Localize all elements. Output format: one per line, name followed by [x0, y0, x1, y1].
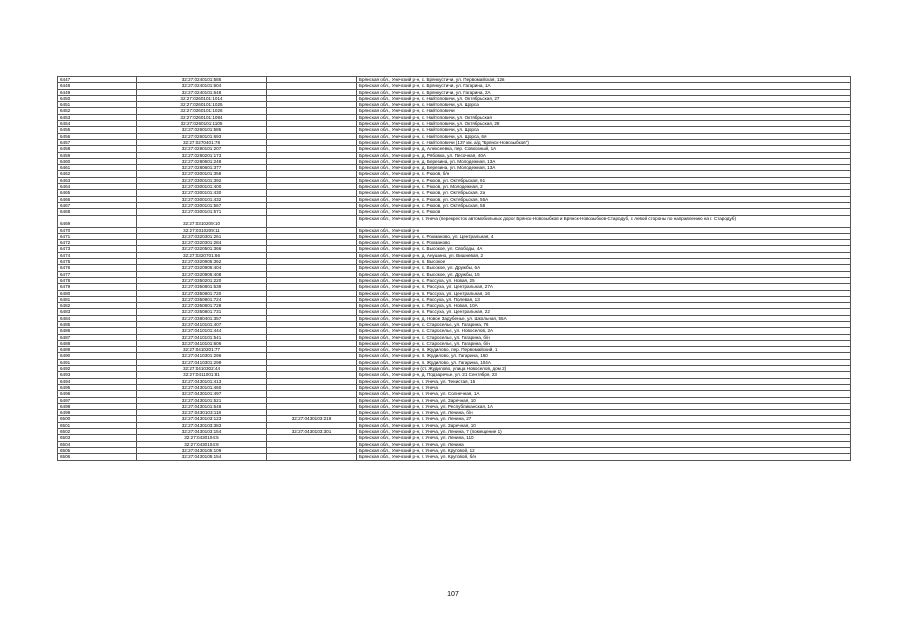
address-cell: Брянская обл., Унечский р-н, с. Найтоповичи (137 км. а/д "Брянск-Новозыбков"): [357, 139, 851, 145]
cadastral-number-cell: 32:27:0260101:1025: [137, 102, 267, 108]
cadastral-number-cell: 32:27:0320301:261: [137, 233, 267, 239]
row-number-cell: 6505: [58, 447, 137, 453]
row-number-cell: 6470: [58, 227, 137, 233]
address-cell: Брянская обл., Унечский р-н, г. Унеча, ул. Республиканская, 1А: [357, 403, 851, 409]
row-number-cell: 6490: [58, 353, 137, 359]
cadastral-number-cell: 32:27:0300101:400: [137, 184, 267, 190]
cadastral-number-cell: 32:27:0430103:154: [137, 429, 267, 435]
address-cell: Брянская обл., Унечский р-н, г. Унеча, ул. Ленина, б/н: [357, 410, 851, 416]
address-cell: Брянская обл., Унечский р-н, п. Рассуха, ул. Центральная, 22: [357, 309, 851, 315]
address-cell: Брянская обл., Унечский р-н, с. Рюхов, ул. Октябрьская, 55А: [357, 196, 851, 202]
address-cell: Брянская обл., Унечский р-н, с. Высокое, ул. Свободы, 4А: [357, 246, 851, 252]
address-cell: Брянская обл., Унечский р-н, г. Унеча, ул. Заречная, 10: [357, 397, 851, 403]
row-number-cell: 6489: [58, 347, 137, 353]
cadastral-number-cell: 32:27:0320905:408: [137, 271, 267, 277]
cadastral-number-cell: 32:27:0350801:728: [137, 303, 267, 309]
address-cell: Брянская обл., Унечский р-н, г. Унеча, ул. Ленина: [357, 441, 851, 447]
cadastral-number-cell: 32:27:0350801:731: [137, 309, 267, 315]
cadastral-number-cell: 32:27:0300101:571: [137, 209, 267, 215]
row-number-cell: 6496: [58, 391, 137, 397]
row-number-cell: 6476: [58, 265, 137, 271]
row-number-cell: 6465: [58, 190, 137, 196]
cadastral-number-cell: 32:27:0430105:109: [137, 447, 267, 453]
address-cell: Брянская обл., Унечский р-н, д. Подзаречье, ул. 21 Сентября, 23: [357, 372, 851, 378]
cadastral-number-cell: 32:27:0240101:585: [137, 77, 267, 83]
address-cell: Брянская обл., Унечский р-н, г. Унеча, ул. Солнечная, 1А: [357, 391, 851, 397]
row-number-cell: 6485: [58, 321, 137, 327]
address-cell: Брянская обл., Унечский р-н, п. Жудилово, ул. Гагарина, 104А: [357, 359, 851, 365]
cadastral-number-cell: 32:27:0430104:5: [137, 435, 267, 441]
row-number-cell: 6450: [58, 95, 137, 101]
row-number-cell: 6501: [58, 422, 137, 428]
cadastral-number-cell: 32:27:0430104:8: [137, 441, 267, 447]
cadastral-number-cell: 32:27:0280601:377: [137, 165, 267, 171]
cadastral-number-cell: 32:27:0280601:248: [137, 158, 267, 164]
address-cell: Брянская обл., Унечский р-н, г. Унеча, ул. Заречная, 10: [357, 422, 851, 428]
row-number-cell: 6493: [58, 372, 137, 378]
row-number-cell: 6486: [58, 328, 137, 334]
row-number-cell: 6502: [58, 429, 137, 435]
address-cell: Брянская обл., Унечский р-н, с. Рюхов, ул. Октябрьская, 61: [357, 177, 851, 183]
cadastral-number-cell: 32:27:0300101:358: [137, 171, 267, 177]
cadastral-number-cell: 32:27:0260101:1014: [137, 95, 267, 101]
cadastral-number-cell: 32:27:0240101:648: [137, 89, 267, 95]
table-row: [58, 215, 851, 227]
row-number-cell: 6491: [58, 359, 137, 365]
address-cell: Брянская обл., Унечский р-н, с. Рюхов, ул. Молодежная, 2: [357, 184, 851, 190]
row-number-cell: 6484: [58, 315, 137, 321]
cadastral-number-cell: 32:27:0320905:404: [137, 265, 267, 271]
row-number-cell: 6468: [58, 209, 137, 215]
row-number-cell: 6475: [58, 259, 137, 265]
row-number-cell: 6467: [58, 202, 137, 208]
row-number-cell: 6494: [58, 378, 137, 384]
row-number-cell: 6471: [58, 233, 137, 239]
cadastral-number-cell: 32:27:0350201:220: [137, 277, 267, 283]
row-number-cell: 6481: [58, 296, 137, 302]
address-cell: Брянская обл., Унечский р-н, д. Березина, ул. Молодежная, 13А: [357, 158, 851, 164]
cadastral-number-cell: 32:27:0430105:154: [137, 454, 267, 460]
cadastral-number-cell: 32:27:0280201:173: [137, 152, 267, 158]
address-cell: Брянская обл., Унечский р-н, с. Рассуха, ул. Полевая, 13: [357, 296, 851, 302]
cadastral-number-cell: 32:27:0410301:298: [137, 359, 267, 365]
cadastral-number-cell: 32:27:0260101:1084: [137, 114, 267, 120]
address-cell: Брянская обл., Унечский р-н, п. Рассуха, ул. Центральная, 16: [357, 290, 851, 296]
row-number-cell: 6473: [58, 246, 137, 252]
cadastre-table: [57, 76, 851, 461]
row-number-cell: 6483: [58, 309, 137, 315]
cadastral-number-cell: 32:27:0300101:430: [137, 190, 267, 196]
row-number-cell: 6454: [58, 121, 137, 127]
page-number: 107: [447, 591, 459, 598]
cadastral-number-cell: 32:27:0410201:77: [137, 347, 267, 353]
cadastral-number-cell: 32:27:0380401:357: [137, 315, 267, 321]
address-cell: Брянская обл., Унечский р-н, с. Найтоповичи: [357, 108, 851, 114]
row-number-cell: 6463: [58, 177, 137, 183]
address-cell: Брянская обл., Унечский р-н, г. Унеча, ул. Круговой, 12: [357, 447, 851, 453]
address-cell: Брянская обл., Унечский р-н, г. Унеча, ул. Ленина, 7 (помещение 1): [357, 429, 851, 435]
address-cell: Брянская обл., Унечский р-н, г. Унеча: [357, 384, 851, 390]
row-number-cell: 6447: [58, 77, 137, 83]
cadastral-number-cell: 32:27:0430101:497: [137, 391, 267, 397]
cadastral-number-cell: 32:27:0300101:432: [137, 196, 267, 202]
address-cell: Брянская обл., Унечский р-н, с. Рюхов, б/н: [357, 171, 851, 177]
cadastral-number-cell: 32:27:0430101:460: [137, 384, 267, 390]
address-cell: Брянская обл., Унечский р-н (ст. Жудилово, улица Новоселов, дом 2): [357, 366, 851, 372]
cadastral-number-cell: 32:27:0430103:123: [137, 416, 267, 422]
row-number-cell: 6451: [58, 102, 137, 108]
address-cell: Брянская обл., Унечский р-н, с. Старосельє, ул. Гагарина, 76: [357, 321, 851, 327]
address-cell: Брянская обл., Унечский р-н, с. Найтоповичи, ул. Щорса: [357, 127, 851, 133]
address-cell: Брянская обл., Унечский р-н, с. Рюхов, ул. Октябрьская, 58: [357, 202, 851, 208]
secondary-cadastral-number-cell: [267, 215, 357, 227]
address-cell: Брянская обл., Унечский р-н, д. Рябовка, ул. Песочная, 40А: [357, 152, 851, 158]
row-number-cell: 6456: [58, 133, 137, 139]
row-number-cell: 6474: [58, 252, 137, 258]
cadastral-number-cell: 32:27:0430103:383: [137, 422, 267, 428]
table-body: [58, 77, 851, 461]
address-cell: Брянская обл., Унечский р-н, с. Старосельє, ул. Новоселов, 2А: [357, 328, 851, 334]
row-number-cell: 6479: [58, 284, 137, 290]
cadastral-number-cell: 32:27:0260101:585: [137, 127, 267, 133]
row-number-cell: 6457: [58, 139, 137, 145]
address-cell: Брянская обл., Унечский р-н, г. Унеча (перекресток автомобильных дорог Брянск-Новозыбков и Брянск-Новозыбков-Стародуб, с левой стороны по направлению на г. Стародуб): [357, 215, 851, 227]
address-cell: Брянская обл., Унечский р-н, с. Рассуха, ул. Новая, 25: [357, 277, 851, 283]
address-cell: Брянская обл., Унечский р-н, д. Березина, ул. Молодежная, 13А: [357, 165, 851, 171]
address-cell: Брянская обл., Унечский р-н, с. Брянкустичи, ул. Гагарина, 1А: [357, 83, 851, 89]
secondary-cadastral-number-cell: 32:27:0430103:301: [267, 429, 357, 435]
row-number-cell: 6464: [58, 184, 137, 190]
address-cell: Брянская обл., Унечский р-н, г. Унеча, ул. Тенистая, 15: [357, 378, 851, 384]
cadastral-number-cell: 32:27:0320501:366: [137, 246, 267, 252]
cadastral-number-cell: 32:27:0411001:81: [137, 372, 267, 378]
address-cell: Брянская обл., Унечский р-н, с. Найтоповичи, ул. Октябрьская: [357, 114, 851, 120]
row-number-cell: 6448: [58, 83, 137, 89]
address-cell: Брянская обл., Унечский р-н, с. Брянкустичи, ул. Первомайская, 12в: [357, 77, 851, 83]
row-number-cell: 6500: [58, 416, 137, 422]
address-cell: Брянская обл., Унечский р-н, с. Старосельє, ул. Гагарина, б/н: [357, 340, 851, 346]
cadastral-number-cell: 32:27:0350801:639: [137, 284, 267, 290]
address-cell: Брянская обл., Унечский р-н, с. Рохманово: [357, 240, 851, 246]
cadastral-number-cell: 32:27:0320301:284: [137, 240, 267, 246]
row-number-cell: 6503: [58, 435, 137, 441]
address-cell: Брянская обл., Унечский р-н, с. Найтоповичи, ул. Октябрьская, 28: [357, 121, 851, 127]
row-number-cell: 6472: [58, 240, 137, 246]
row-number-cell: 6492: [58, 366, 137, 372]
cadastral-number-cell: 32:27:0320701:66: [137, 252, 267, 258]
secondary-cadastral-number-cell: 32:27:0430103:219: [267, 416, 357, 422]
address-cell: Брянская обл., Унечский р-н, г. Унеча, ул. Круговой, б/н: [357, 454, 851, 460]
cadastral-number-cell: 32:27:0270401:78: [137, 139, 267, 145]
cadastral-number-cell: 32:27:0410101:541: [137, 334, 267, 340]
row-number-cell: 6462: [58, 171, 137, 177]
address-cell: Брянская обл., Унечский р-н, г. Унеча, ул. Ленина, 110: [357, 435, 851, 441]
row-number-cell: 6452: [58, 108, 137, 114]
row-number-cell: 6469: [58, 215, 137, 227]
address-cell: Брянская обл., Унечский р-н, с. Рюхов, ул. Октябрьская, 2а: [357, 190, 851, 196]
address-cell: Брянская обл., Унечский р-н, с. Найтоповичи, ул. Октябрьская, 27: [357, 95, 851, 101]
table-row: [58, 454, 851, 460]
row-number-cell: 6506: [58, 454, 137, 460]
address-cell: Брянская обл., Унечский р-н, с. Найтоповичи, ул. Щорса: [357, 102, 851, 108]
cadastral-number-cell: 32:27:0300101:567: [137, 202, 267, 208]
address-cell: Брянская обл., Унечский р-н, с. Найтоповичи, ул. Щорса, 6я: [357, 133, 851, 139]
address-cell: Брянская обл., Унечский р-н, с. Рохманово, ул. Центральная, 4: [357, 233, 851, 239]
row-number-cell: 6461: [58, 165, 137, 171]
address-cell: Брянская обл., Унечский р-н, п. Жудилово, ул. Гагарина, 160: [357, 353, 851, 359]
row-number-cell: 6478: [58, 277, 137, 283]
address-cell: Брянская обл., Унечский р-н: [357, 227, 851, 233]
cadastral-number-cell: 32:27:0410101:407: [137, 321, 267, 327]
row-number-cell: 6453: [58, 114, 137, 120]
address-cell: Брянская обл., Унечский р-н, д. Алексеевка, пер. Совхозный, 1А: [357, 146, 851, 152]
cadastral-number-cell: 32:27:0260101:1026: [137, 108, 267, 114]
row-number-cell: 6504: [58, 441, 137, 447]
cadastral-number-cell: 32:27:0410301:296: [137, 353, 267, 359]
cadastral-number-cell: 32:27:0430101:548: [137, 403, 267, 409]
secondary-cadastral-number-cell: [267, 454, 357, 460]
row-number-cell: 6466: [58, 196, 137, 202]
row-number-cell: 6477: [58, 271, 137, 277]
cadastral-number-cell: 32:27:0430103:118: [137, 410, 267, 416]
row-number-cell: 6498: [58, 403, 137, 409]
address-cell: Брянская обл., Унечский р-н, с. Высокое, ул. Дружбы, 15: [357, 271, 851, 277]
cadastral-number-cell: 32:27:0260101:693: [137, 133, 267, 139]
row-number-cell: 6482: [58, 303, 137, 309]
row-number-cell: 6495: [58, 384, 137, 390]
address-cell: Брянская обл., Унечский р-н, д. Анушино, ул. Вишневая, 2: [357, 252, 851, 258]
cadastral-number-cell: 32:27:0410302:44: [137, 366, 267, 372]
address-cell: Брянская обл., Унечский р-н, с. Рюхов: [357, 209, 851, 215]
cadastral-number-cell: 32:27:0260101:1105: [137, 121, 267, 127]
cadastral-number-cell: 32:27:0430101:521: [137, 397, 267, 403]
cadastral-number-cell: 32:27:0240101:604: [137, 83, 267, 89]
row-number-cell: 6458: [58, 146, 137, 152]
row-number-cell: 6449: [58, 89, 137, 95]
address-cell: Брянская обл., Унечский р-н, г. Унеча, ул. Ленина, 27: [357, 416, 851, 422]
cadastral-number-cell: 32:27:0350801:720: [137, 290, 267, 296]
address-cell: Брянская обл., Унечский р-н, п. Жудилово, пер. Первомайский, 1: [357, 347, 851, 353]
cadastral-number-cell: 32:27:0410101:606: [137, 340, 267, 346]
address-cell: Брянская обл., Унечский р-н, с. Брянкустичи, ул. Гагарина, 2А: [357, 89, 851, 95]
cadastral-number-cell: 32:27:0280101:207: [137, 146, 267, 152]
address-cell: Брянская обл., Унечский р-н, п. Рассуха, ул. Центральная, 27А: [357, 284, 851, 290]
cadastral-number-cell: 32:27:0320905:362: [137, 259, 267, 265]
row-number-cell: 6459: [58, 152, 137, 158]
address-cell: Брянская обл., Унечский р-н, с. Рассуха, ул. Новая, 10А: [357, 303, 851, 309]
row-number-cell: 6480: [58, 290, 137, 296]
cadastral-number-cell: 32:27:0310209:10: [137, 215, 267, 227]
row-number-cell: 6487: [58, 334, 137, 340]
cadastral-number-cell: 32:27:0430101:413: [137, 378, 267, 384]
row-number-cell: 6455: [58, 127, 137, 133]
cadastral-number-cell: 32:27:0300101:392: [137, 177, 267, 183]
address-cell: Брянская обл., Унечский р-н, с. Старосельє, ул. Гагарина, б/н: [357, 334, 851, 340]
cadastral-number-cell: 32:27:0350801:724: [137, 296, 267, 302]
cadastral-number-cell: 32:27:0410101:444: [137, 328, 267, 334]
row-number-cell: 6488: [58, 340, 137, 346]
cadastral-number-cell: 32:27:0310209:11: [137, 227, 267, 233]
address-cell: Брянская обл., Унечский р-н, с. Высокое, ул. Дружбы, 6А: [357, 265, 851, 271]
row-number-cell: 6460: [58, 158, 137, 164]
row-number-cell: 6497: [58, 397, 137, 403]
address-cell: Брянская обл., Унечский р-н, д. Новое Задубенье, ул. Школьная, 55А: [357, 315, 851, 321]
address-cell: Брянская обл., Унечский р-н, п. Высокое: [357, 259, 851, 265]
row-number-cell: 6499: [58, 410, 137, 416]
